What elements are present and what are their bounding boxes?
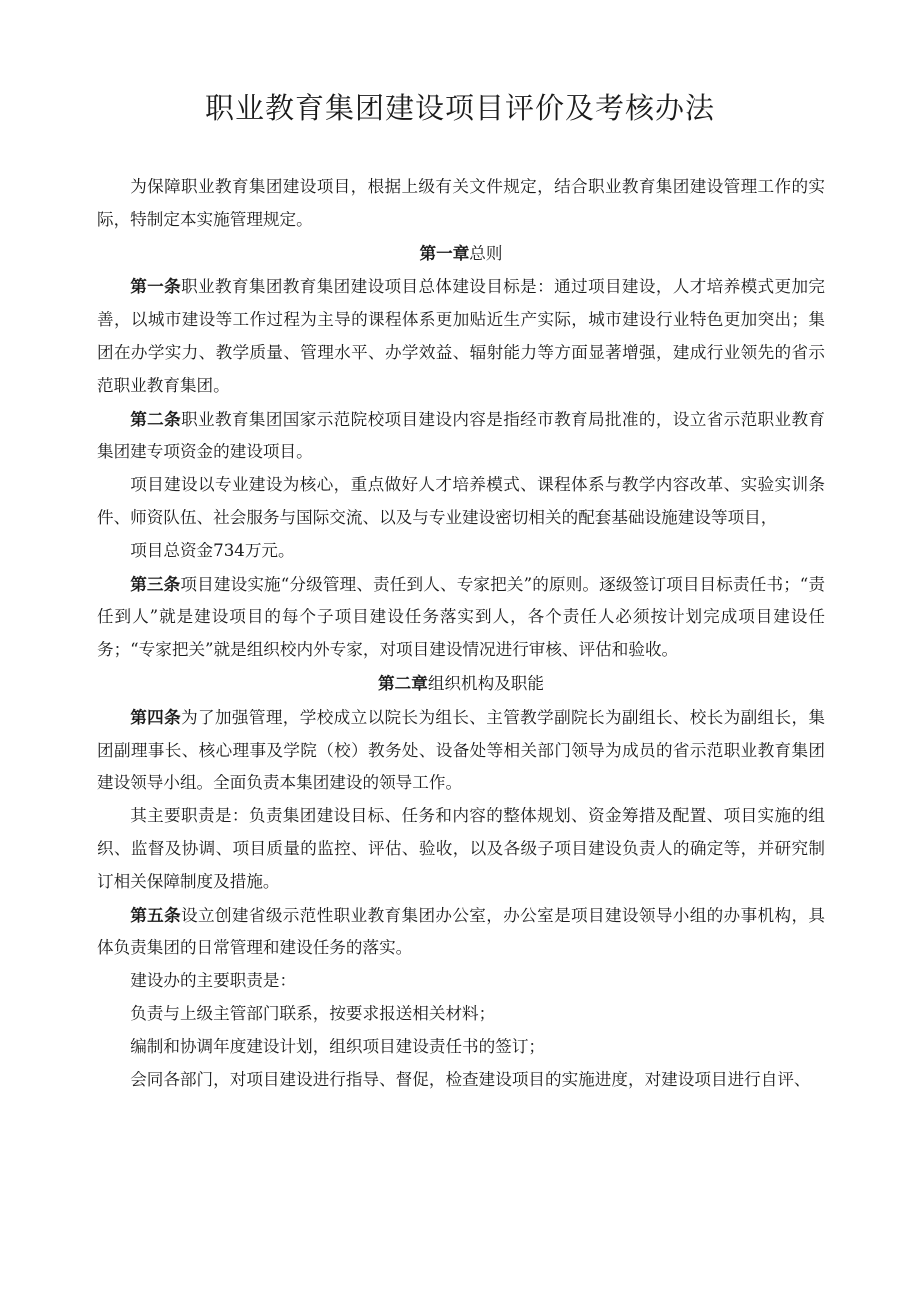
projects-paragraph: 项目建设以专业建设为核心，重点做好人才培养模式、课程体系与教学内容改革、实验实训条件、师资队伍、社会服务与国际交流、以及与专业建设密切相关的配套基础设施建设等项目， (97, 475, 825, 527)
article-label: 第三条 (130, 573, 181, 594)
chapter-number: 第二章 (378, 672, 428, 693)
article-text: 职业教育集团教育集团建设项目总体建设目标是：通过项目建设，人才培养模式更加完善，以城市建设等工作过程为主导的课程体系更加贴近生产实际，城市建设行业特色更加突出；集团在办学实力、教学质量、管理水平、办学效益、辐射能力等方面显著增强，建成行业领先的省示范职业教育集团。 (97, 277, 826, 395)
document-body (97, 171, 825, 1096)
article-text: 为了加强管理，学校成立以院长为组长、主管教学副院长为副组长、校长为副组长，集团副理事长、核心理事及学院（校）教务处、设备处等相关部门领导为成员的省示范职业教育集团建设领导小组。全面负责本集团建设的领导工作。 (97, 707, 826, 793)
chapter-2-heading (97, 667, 825, 701)
article-text: 项目建设实施“分级管理、责任到人、专家把关”的原则。逐级签订项目目标责任书；“责任到人”就是建设项目的每个子项目建设任务落实到人，各个责任人必须按计划完成项目建设任务；“专家把关”就是组织校内外专家，对项目建设情况进行审核、评估和验收。 (97, 574, 826, 660)
article-text: 设立创建省级示范性职业教育集团办公室，办公室是项目建设领导小组的办事机构，具体负责集团的日常管理和建设任务的落实。 (97, 905, 826, 958)
article-4 (97, 701, 825, 800)
article-label: 第一条 (130, 276, 182, 297)
article-label: 第四条 (130, 706, 182, 727)
chapter-1-heading (97, 237, 825, 271)
document-title: 职业教育集团建设项目评价及考核办法 (204, 91, 715, 125)
chapter-number: 第一章 (419, 242, 470, 263)
office-duties-intro: 建设办的主要职责是： (130, 971, 297, 991)
duties-paragraph: 其主要职责是：负责集团建设目标、任务和内容的整体规划、资金筹措及配置、项目实施的组织、监督及协调、项目质量的监控、评估、验收，以及各级子项目建设负责人的确定等，并研究制订相关保障制度及措施。 (97, 806, 825, 891)
article-3 (97, 568, 825, 667)
article-label: 第五条 (130, 904, 182, 925)
article-label: 第二条 (130, 408, 182, 429)
article-text: 职业教育集团国家示范院校项目建设内容是指经市教育局批准的，设立省示范职业教育集团建专项资金的建设项目。 (97, 409, 826, 462)
office-duty-item: 编制和协调年度建设计划，组织项目建设责任书的签订； (130, 1036, 546, 1056)
office-duty-item: 负责与上级主管部门联系，按要求报送相关材料； (130, 1003, 496, 1023)
chapter-name: 组织机构及职能 (427, 673, 544, 693)
chapter-name: 总则 (469, 243, 503, 263)
article-1 (97, 270, 825, 402)
intro-paragraph: 为保障职业教育集团建设项目，根据上级有关文件规定，结合职业教育集团建设管理工作的实际，特制定本实施管理规定。 (97, 177, 825, 229)
article-5 (97, 899, 825, 966)
office-duty-item: 会同各部门，对项目建设进行指导、督促，检查建设项目的实施进度，对建设项目进行自评、 (130, 1069, 811, 1089)
funds-paragraph: 项目总资金734万元。 (130, 540, 295, 560)
article-2 (97, 403, 825, 470)
